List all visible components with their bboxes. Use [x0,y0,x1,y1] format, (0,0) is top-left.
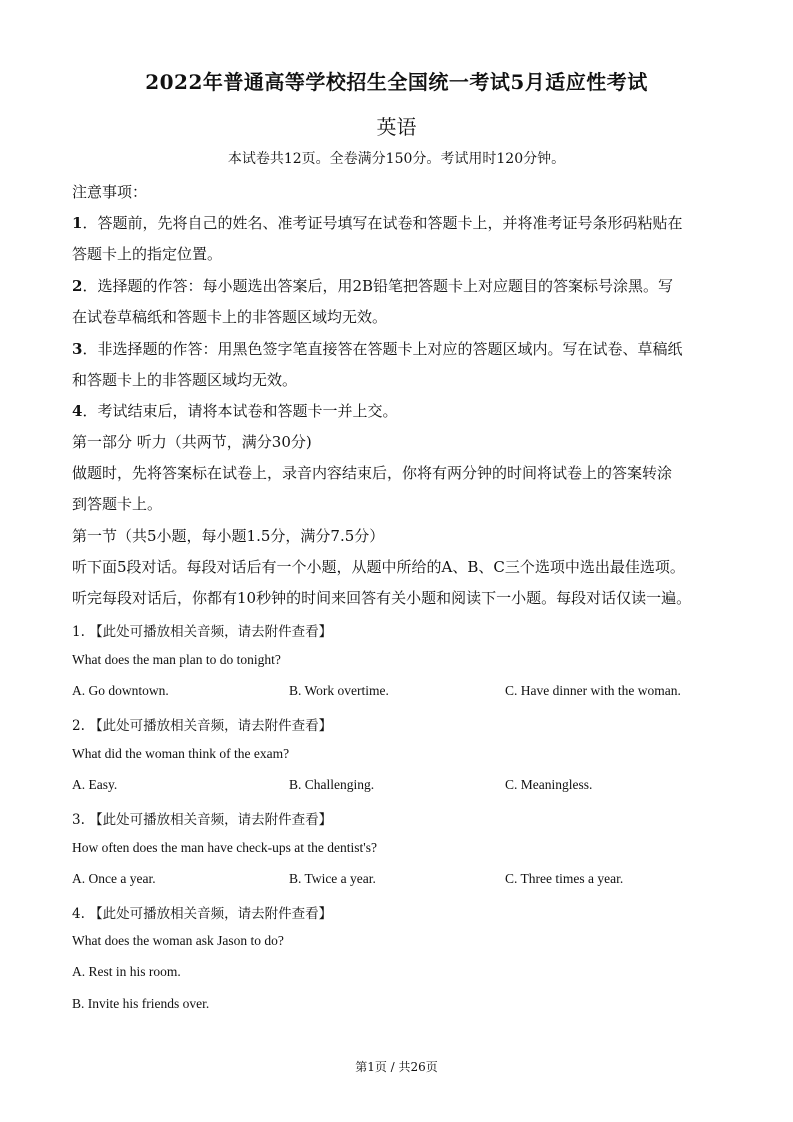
question-2-text: What did the woman think of the exam? [72,746,290,761]
note-4-line1: 4．考试结束后，请将本试卷和答题卡一并上交。 [72,402,398,420]
question-3-audio-label[interactable]: 3. 【此处可播放相关音频，请去附件查看】 [72,812,333,828]
question-2-option-b[interactable]: B. Challenging. [289,777,375,792]
question-1-audio-label[interactable]: 1. 【此处可播放相关音频，请去附件查看】 [72,624,333,640]
note-3-line1: 3．非选择题的作答：用黑色签字笔直接答在答题卡上对应的答题区域内。写在试卷、草稿纸 [72,340,683,358]
notes-heading: 注意事项： [72,183,148,201]
page-title: 2022年普通高等学校招生全国统一考试5月适应性考试 [145,70,648,94]
page-number: 第1页 / 共26页 [355,1060,438,1074]
question-4-option-a[interactable]: A. Rest in his room. [72,964,181,979]
question-1-option-b[interactable]: B. Work overtime. [289,683,389,698]
note-1-line2: 答题卡上的指定位置。 [72,245,223,263]
question-2-option-c[interactable]: C. Meaningless. [505,777,593,792]
question-3-option-a[interactable]: A. Once a year. [72,871,156,886]
question-1-text: What does the man plan to do tonight? [72,652,281,667]
question-3-option-c[interactable]: C. Three times a year. [505,871,624,886]
question-4-text: What does the woman ask Jason to do? [72,933,284,948]
question-2-option-a[interactable]: A. Easy. [72,777,118,792]
question-3-option-b[interactable]: B. Twice a year. [289,871,376,886]
section1-instruction-line2: 听完每段对话后，你都有10秒钟的时间来回答有关小题和阅读下一小题。每段对话仅读一遍。 [72,589,692,607]
question-4-audio-label[interactable]: 4. 【此处可播放相关音频，请去附件查看】 [72,906,333,922]
note-2-line2: 在试卷草稿纸和答题卡上的非答题区域均无效。 [72,308,388,326]
section1-heading: 第一节（共5小题，每小题1.5分，满分7.5分） [72,527,385,545]
part1-instruction-line1: 做题时，先将答案标在试卷上，录音内容结束后，你将有两分钟的时间将试卷上的答案转涂 [72,464,673,482]
note-2-line1: 2．选择题的作答：每小题选出答案后，用2B铅笔把答题卡上对应题目的答案标号涂黑。写 [72,277,674,295]
note-1-line1: 1．答题前，先将自己的姓名、准考证号填写在试卷和答题卡上，并将准考证号条形码粘贴在 [72,214,683,232]
question-2-audio-label[interactable]: 2. 【此处可播放相关音频，请去附件查看】 [72,718,333,734]
question-3-text: How often does the man have check-ups at the dentist's? [72,840,377,855]
question-4-option-b[interactable]: B. Invite his friends over. [72,996,210,1011]
part1-instruction-line2: 到答题卡上。 [72,495,163,513]
exam-info: 本试卷共12页。全卷满分150分。考试用时120分钟。 [227,151,566,167]
part1-heading: 第一部分 听力（共两节，满分30分) [72,433,312,451]
question-1-option-a[interactable]: A. Go downtown. [72,683,169,698]
question-1-option-c[interactable]: C. Have dinner with the woman. [505,683,681,698]
subject-title: 英语 [376,115,417,139]
section1-instruction-line1: 听下面5段对话。每段对话后有一个小题，从题中所给的A、B、C三个选项中选出最佳选项。 [72,558,685,576]
note-3-line2: 和答题卡上的非答题区域均无效。 [72,371,298,389]
